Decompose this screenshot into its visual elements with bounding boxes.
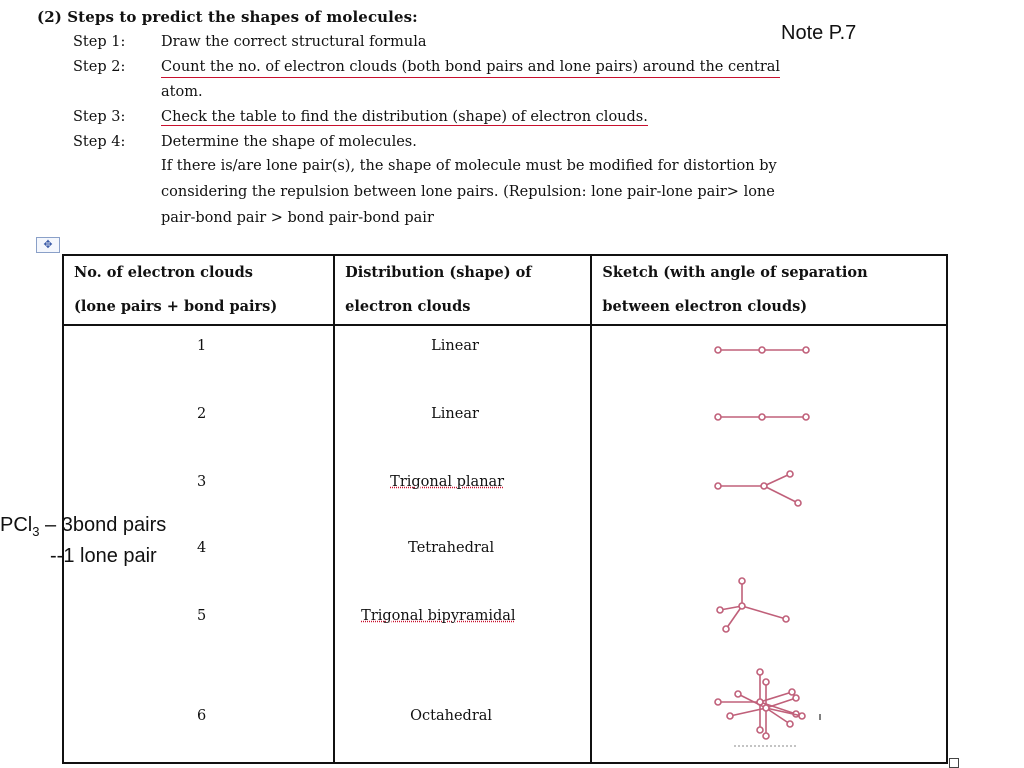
step-text (161, 107, 648, 127)
step-label: Step 4: (73, 134, 126, 150)
step-text: atom. (161, 84, 203, 100)
pcl3-annotation-line1 (0, 514, 166, 539)
header-distribution (334, 255, 591, 325)
shape-cell: Trigonal planar (390, 474, 505, 490)
count-cell: 5 (197, 608, 207, 624)
linear-sketch-2 (715, 414, 809, 420)
step-text: considering the repulsion between lone pairs. (Repulsion: lone pair-lone pair> lone (161, 184, 775, 200)
count-column (63, 325, 334, 763)
annotation-subscript: 3 (32, 524, 40, 539)
shape-cell: Linear (431, 406, 479, 422)
header-line: between electron clouds) (602, 298, 808, 315)
step-text: Count the no. of electron clouds (both bond pairs and lone pairs) around the central (161, 57, 780, 78)
step-text: Draw the correct structural formula (161, 34, 427, 50)
table-move-handle-icon[interactable]: ✥ (36, 237, 60, 253)
header-sketch (591, 255, 947, 325)
note-reference: Note P.7 (781, 22, 857, 44)
annotation-bond-pairs: – 3bond pairs (39, 514, 167, 536)
count-cell: 1 (197, 338, 207, 354)
header-electron-clouds (63, 255, 334, 325)
table-header-row (63, 255, 947, 325)
shape-cell: Trigonal bipyramidal (361, 608, 516, 624)
octahedral-sketch (716, 676, 836, 756)
header-line: electron clouds (345, 298, 471, 315)
linear-sketch-1 (715, 347, 809, 353)
step-text: If there is/are lone pair(s), the shape of molecule must be modified for distortion by (161, 158, 777, 174)
step-text: Determine the shape of molecules. (161, 134, 417, 150)
shape-cell: Octahedral (410, 708, 493, 724)
pcl3-annotation-line2: --1 lone pair (50, 545, 157, 567)
header-line: Sketch (with angle of separation (602, 264, 868, 281)
tetrahedral-sketch (717, 578, 789, 632)
section-heading: (2) Steps to predict the shapes of molecules: (37, 8, 418, 26)
count-cell: 3 (197, 474, 207, 490)
count-cell: 6 (197, 708, 207, 724)
header-line: Distribution (shape) of (345, 264, 532, 281)
trigonal-planar-sketch (715, 471, 801, 506)
step-label: Step 2: (73, 59, 126, 75)
header-line: No. of electron clouds (74, 264, 253, 281)
count-cell: 4 (197, 540, 207, 556)
step-text: pair-bond pair > bond pair-bond pair (161, 210, 434, 226)
annotation-formula: PCl (0, 514, 33, 536)
resize-handle[interactable] (949, 758, 959, 768)
step-label: Step 1: (73, 34, 126, 50)
step-label: Step 3: (73, 109, 126, 125)
step-3-underlined: Check the table to find the distribution (shape) of electron clouds. (161, 109, 648, 125)
count-cell: 2 (197, 406, 207, 422)
shape-cell: Tetrahedral (408, 540, 495, 556)
shape-column (334, 325, 591, 763)
header-line: (lone pairs + bond pairs) (74, 298, 278, 315)
shape-cell: Linear (431, 338, 479, 354)
